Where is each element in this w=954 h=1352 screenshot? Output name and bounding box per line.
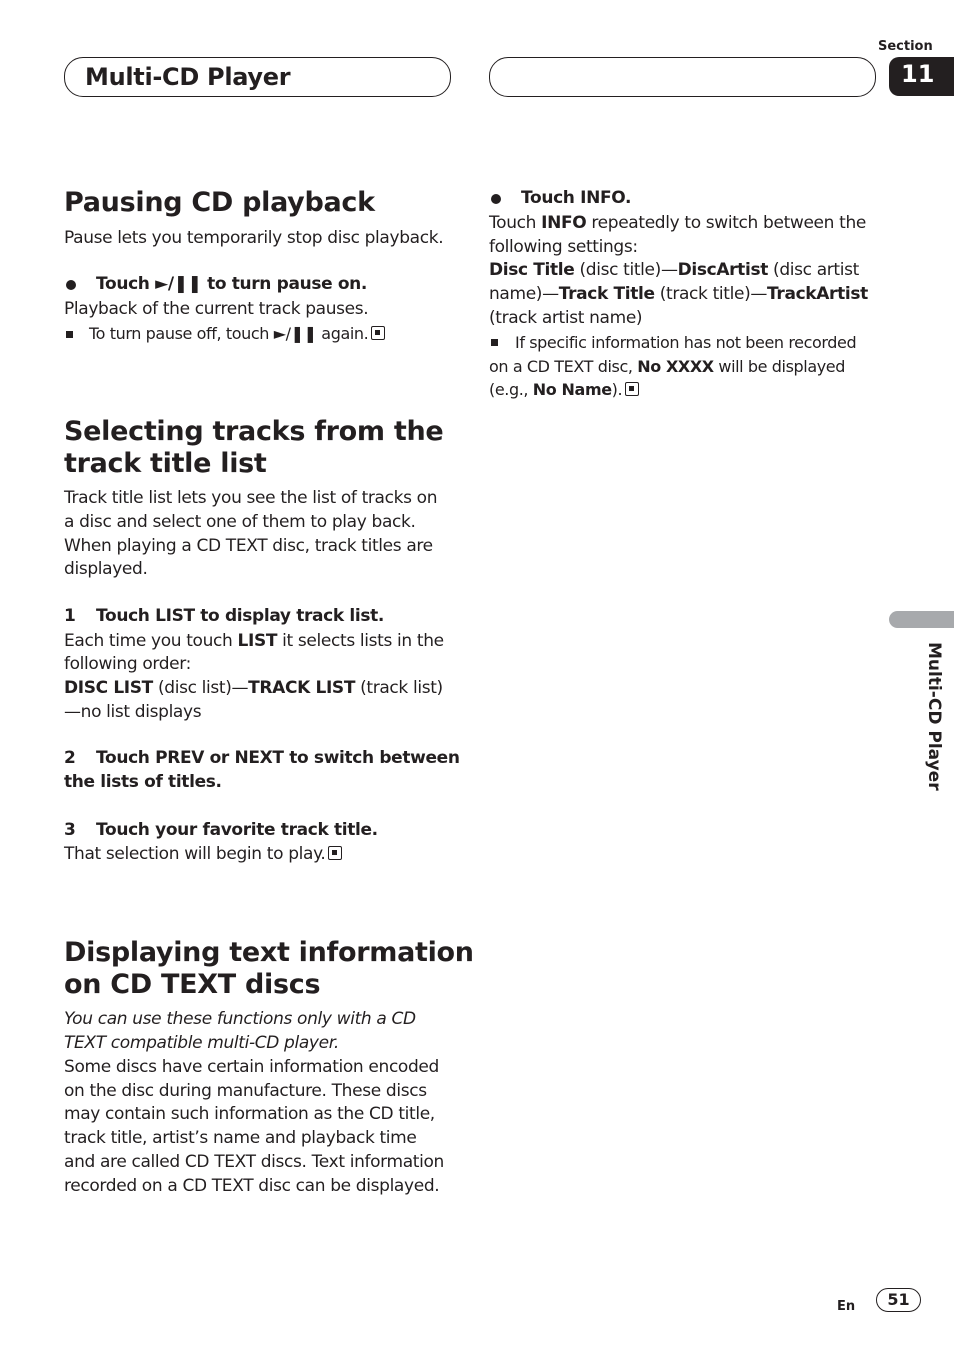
selecting-intro-line: When playing a CD TEXT disc, track titles are [64,536,433,556]
text-run-bold: No Name [532,380,612,399]
play-pause-icon: ►/❚❚ [273,324,317,343]
pausing-heading: Pausing CD playback [64,187,375,218]
text-run: it selects lists in the [277,631,444,651]
displaying-body-line: recorded on a CD TEXT disc can be displayed. [64,1176,440,1196]
selecting-intro-line: a disc and select one of them to play back. [64,512,416,532]
pausing-note-pre: To turn pause off, touch [89,324,274,343]
text-run-bold: Track Title [558,284,655,304]
text-run: on a CD TEXT disc, [489,357,638,376]
displaying-italic-line: You can use these functions only with a CD [64,1009,416,1029]
pausing-intro: Pause lets you temporarily stop disc playback. [64,228,444,248]
side-tab-label: Multi-CD Player [924,642,944,791]
text-run: ). [611,380,623,399]
displaying-body-line: Some discs have certain information encoded [64,1057,439,1077]
displaying-italic-line: TEXT compatible multi-CD player. [64,1033,339,1053]
text-run: (disc list)— [152,678,249,698]
text-run-bold: TRACK LIST [248,678,356,698]
text-run: That selection will begin to play. [64,844,326,864]
header-title: Multi-CD Player [85,63,291,91]
header-empty-frame [489,57,876,97]
text-run-bold: Disc Title [489,260,575,280]
pausing-step [96,273,367,297]
pausing-note-post: again. [316,324,369,343]
text-run: name)— [489,284,559,304]
step1-desc-line2: following order: [64,654,191,674]
text-run-bold: LIST [237,631,278,651]
step3-number: 3 [64,820,76,840]
displaying-body-line: may contain such information as the CD title, [64,1104,435,1124]
end-mark-icon [328,846,342,860]
selecting-heading-line2: track title list [64,448,267,479]
text-run-bold: No XXXX [637,357,714,376]
note-square [66,331,73,338]
info-step: Touch INFO. [521,188,632,208]
text-run-bold: TrackArtist [767,284,868,304]
step2-text-line1: Touch PREV or NEXT to switch between [96,748,460,768]
text-run: (disc title)— [574,260,678,280]
header-title-frame [64,57,451,97]
info-settings-line1 [489,259,859,283]
pausing-step-post: to turn pause on. [201,274,368,294]
displaying-heading-line1: Displaying text information [64,937,474,968]
bullet-dot [66,280,76,290]
text-run: (track list) [355,678,443,698]
bullet-dot [491,194,501,204]
note-square [491,339,498,346]
play-pause-icon: ►/❚❚ [155,274,202,294]
text-run: (disc artist [767,260,859,280]
step2-number: 2 [64,748,76,768]
displaying-heading-line2: on CD TEXT discs [64,969,321,1000]
end-mark-icon [371,326,385,340]
text-run-bold: INFO [541,213,587,233]
step3-desc [64,843,342,867]
info-desc-line2: following settings: [489,237,638,257]
list-order-line1 [64,677,443,701]
info-settings-line2 [489,283,868,307]
info-note-line2 [489,355,845,379]
info-note-line1: If specific information has not been recorded [515,333,857,352]
selecting-intro-line: Track title list lets you see the list of tracks on [64,488,438,508]
info-desc-line1 [489,212,866,236]
text-run: Touch [489,213,542,233]
pausing-result: Playback of the current track pauses. [64,299,369,319]
pausing-step-pre: Touch [96,274,156,294]
selecting-heading-line1: Selecting tracks from the [64,416,444,447]
list-order-line2: —no list displays [64,702,202,722]
text-run: Each time you touch [64,631,238,651]
text-run: repeatedly to switch between the [586,213,866,233]
pausing-note [89,322,385,346]
text-run: (track title)— [654,284,768,304]
step3-text: Touch your favorite track title. [96,820,378,840]
text-run: will be displayed [713,357,846,376]
displaying-body-line: on the disc during manufacture. These discs [64,1081,427,1101]
text-run-bold: DISC LIST [64,678,153,698]
text-run: (e.g., [489,380,533,399]
section-label: Section [878,39,933,54]
step1-number: 1 [64,606,76,626]
end-mark-icon [625,382,639,396]
step2-text-line2: the lists of titles. [64,772,222,792]
language-label: En [837,1299,856,1314]
side-tab-marker [889,611,954,628]
text-run-bold: DiscArtist [677,260,768,280]
displaying-body-line: and are called CD TEXT discs. Text information [64,1152,444,1172]
step1-text: Touch LIST to display track list. [96,606,385,626]
selecting-intro-line: displayed. [64,559,148,579]
step1-desc-line1 [64,630,444,654]
info-settings-line3: (track artist name) [489,308,643,328]
page-number: 51 [876,1288,921,1312]
section-number: 11 [889,57,954,96]
displaying-body-line: track title, artist’s name and playback time [64,1128,417,1148]
info-note-line3 [489,378,639,402]
